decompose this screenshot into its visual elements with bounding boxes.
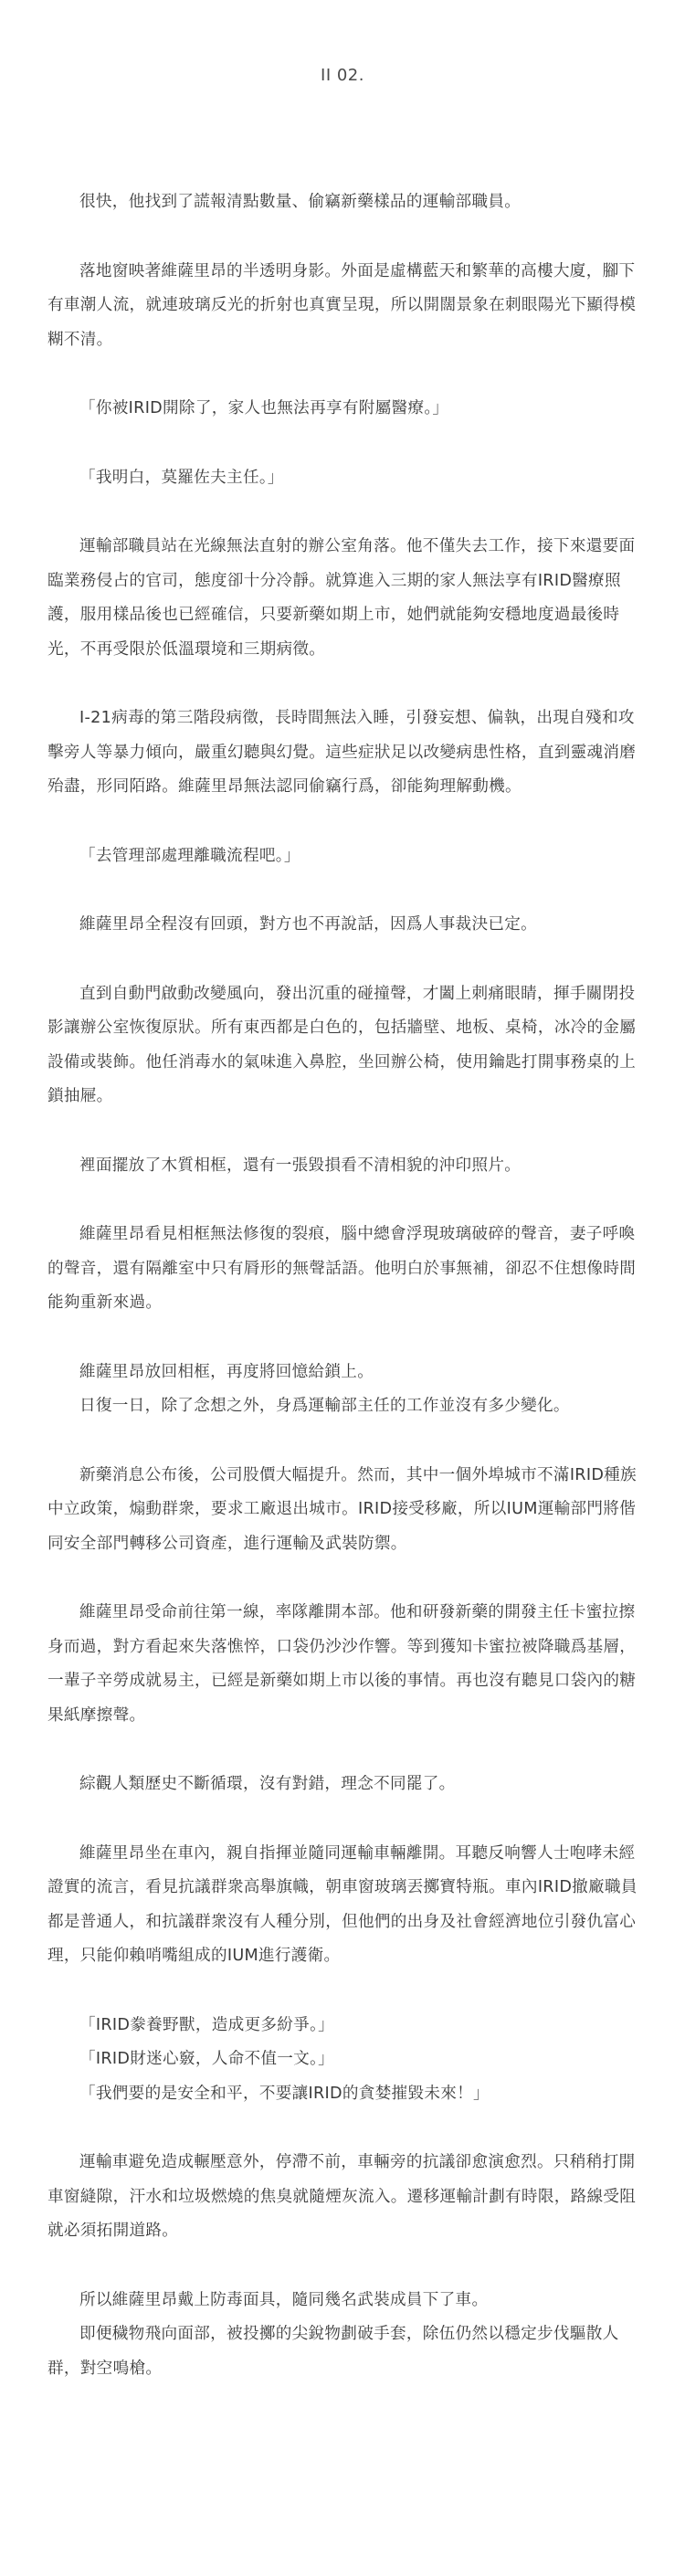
paragraph: 維薩里昂受命前往第一線，率隊離開本部。他和研發新藥的開發主任卡蜜拉擦身而過，對方看起來失落憔悴，口袋仍沙沙作響。等到獲知卡蜜拉被降職爲基層，一輩子辛勞成就易主，已經是新藥如期上市以後的事情。再也沒有聽見口袋內的糖果紙摩擦聲。: [47, 1603, 637, 1725]
paragraph: 很快，他找到了謊報清點數量、偷竊新藥樣品的運輸部職員。: [79, 193, 522, 211]
dialogue-line: 「我們要的是安全和平，不要讓IRID的貪婪摧毀未來！」: [79, 2084, 490, 2103]
paragraph: 所以維薩里昂戴上防毒面具，隨同幾名武裝成員下了車。: [79, 2290, 489, 2309]
paragraph: 「你被IRID開除了，家人也無法再享有附屬醫療。」: [79, 399, 449, 417]
paragraph: 維薩里昂放回相框，再度將回憶給鎖上。: [79, 1362, 374, 1381]
paragraph: 維薩里昂全程沒有回頭，對方也不再說話，因爲人事裁決已定。: [79, 915, 538, 934]
chapter-title: II 02.: [321, 66, 364, 85]
paragraph: 維薩里昂看見相框無法修復的裂痕，腦中總會浮現玻璃破碎的聲音，妻子呼喚的聲音，還有隔離室中只有脣形的無聲話語。他明白於事無補，卻忍不住想像時間能夠重新來過。: [47, 1225, 637, 1312]
paragraph: 即便穢物飛向面部，被投擲的尖銳物劃破手套，除伍仍然以穩定步伐驅散人群，對空鳴槍。: [47, 2325, 619, 2378]
paragraph: I-21病毒的第三階段病徵，長時間無法入睡，引發妄想、偏執，出現自殘和攻擊旁人等暴力傾向，嚴重幻聽與幻覺。這些症狀足以改變病患性格，直到靈魂消磨殆盡，形同陌路。維薩里昂無法認同偷竊行爲，卻能夠理解動機。: [47, 709, 637, 796]
paragraph: 運輸車避免造成輾壓意外，停滯不前，車輛旁的抗議卻愈演愈烈。只稍稍打開車窗縫隙，汗水和垃圾燃燒的焦臭就隨煙灰流入。遷移運輸計劃有時限，路線受阻就必須拓開道路。: [47, 2153, 637, 2240]
paragraph: 「我明白，莫羅佐夫主任。」: [79, 468, 284, 487]
story-text: [47, 185, 643, 2421]
dialogue-line: 「IRID豢養野獸，造成更多紛爭。」: [79, 2015, 335, 2034]
paragraph: 日復一日，除了念想之外，身爲運輸部主任的工作並沒有多少變化。: [79, 1397, 570, 1415]
dialogue-line: 「IRID財迷心竅，人命不值一文。」: [79, 2050, 335, 2068]
paragraph: 裡面擺放了木質相框，還有一張毀損看不清相貌的沖印照片。: [79, 1156, 522, 1175]
paragraph: 運輸部職員站在光線無法直射的辦公室角落。他不僅失去工作，接下來還要面臨業務侵占的官司，態度卻十分冷靜。就算進入三期的家人無法享有IRID醫療照護，服用樣品後也已經確信，只要新藥如期上市，她們就能夠安穩地度過最後時光，不再受限於低溫環境和三期病徵。: [47, 537, 636, 659]
paragraph: 直到自動門啟動改變風向，發出沉重的碰撞聲，才闔上刺痛眼睛，揮手關閉投影讓辦公室恢復原狀。所有東西都是白色的，包括牆壁、地板、桌椅，冰冷的金屬設備或裝飾。他任消毒水的氣味進入鼻腔，坐回辦公椅，使用鑰匙打開事務桌的上鎖抽屜。: [47, 984, 637, 1105]
paragraph: 維薩里昂坐在車內，親自指揮並隨同運輸車輛離開。耳聽反响響人士咆哮未經證實的流言，看見抗議群衆高舉旗幟，朝車窗玻璃丟擲寶特瓶。車內IRID撤廠職員都是普通人，和抗議群衆沒有人種分別，但他們的出身及社會經濟地位引發仇富心理，只能仰賴哨嘴組成的IUM進行護衛。: [47, 1843, 638, 1965]
paragraph: 綜觀人類歷史不斷循環，沒有對錯，理念不同罷了。: [79, 1775, 456, 1793]
paragraph: 「去管理部處理離職流程吧。」: [79, 846, 300, 865]
paragraph: 落地窗映著維薩里昂的半透明身影。外面是虛構藍天和繁華的高樓大廈，腳下有車潮人流，就連玻璃反光的折射也真實呈現，所以開闊景象在刺眼陽光下顯得模糊不清。: [47, 261, 637, 349]
paragraph: 新藥消息公布後，公司股價大幅提升。然而，其中一個外埠城市不滿IRID種族中立政策，煽動群衆，要求工廠退出城市。IRID接受移廠，所以IUM運輸部門將偕同安全部門轉移公司資產，進行運輸及武裝防禦。: [47, 1465, 637, 1553]
